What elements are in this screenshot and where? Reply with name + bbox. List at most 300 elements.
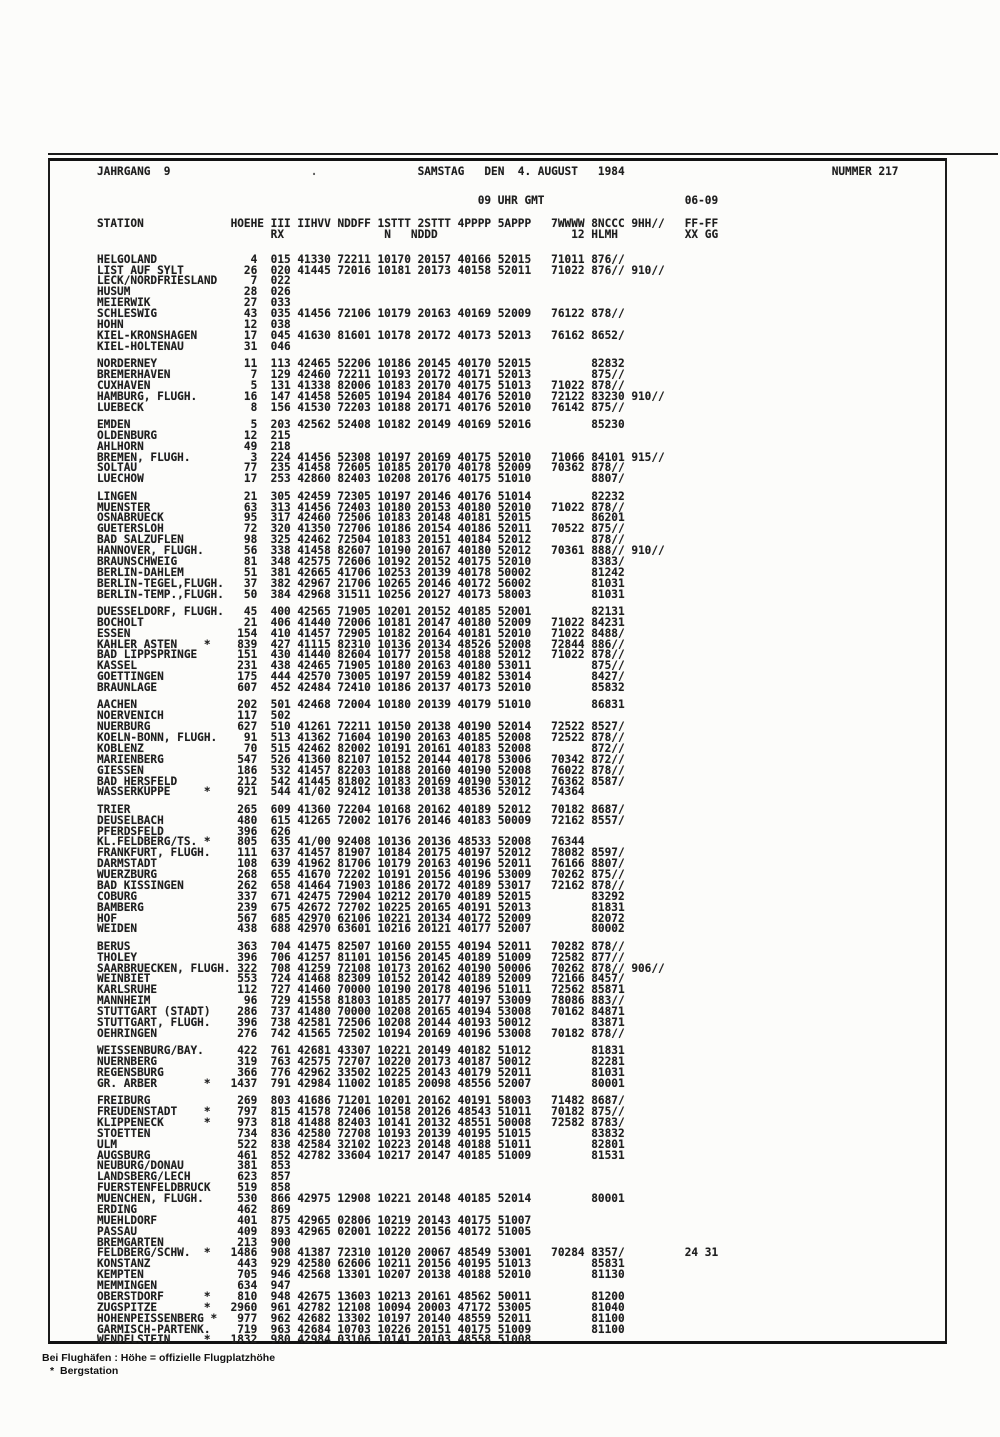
field-w7: 78086	[551, 994, 585, 1008]
station-name: ERDING	[97, 1202, 138, 1216]
station-name: STOETTEN	[97, 1126, 151, 1140]
field-iii: 763	[270, 1055, 291, 1068]
field-star: *	[203, 1105, 211, 1118]
field-hoehe: 839	[237, 637, 258, 651]
station-row	[97, 1270, 945, 1281]
field-iii: 858	[270, 1181, 291, 1195]
field-obs: 41458 52605 10194 20184 40176 52010	[297, 389, 532, 403]
field-obs: 42965 02001 10222 20156 40172 51005	[297, 1224, 532, 1238]
station-name: OBERSTDORF	[97, 1289, 164, 1303]
field-w7: 78082	[551, 846, 585, 860]
station-name: GR. ARBER	[97, 1076, 158, 1090]
field-iii: 313	[270, 500, 291, 514]
field-n8: 875//	[591, 522, 625, 536]
station-row	[97, 276, 945, 287]
field-n8: 81100	[591, 1311, 625, 1325]
field-hoehe: 26	[243, 263, 258, 277]
field-iii: 635	[270, 835, 291, 849]
station-name: THOLEY	[97, 950, 138, 964]
field-obs: 41360 82107 10152 20144 40178 53006	[297, 752, 532, 766]
field-iii: 022	[270, 274, 291, 288]
field-obs: 41/00 92408 10136 20136 48533 52008	[297, 835, 532, 849]
field-iii: 900	[270, 1235, 291, 1249]
field-hoehe: 627	[237, 720, 258, 734]
field-n8: 81031	[591, 576, 625, 590]
station-row	[97, 683, 945, 694]
station-name: BERLIN-DAHLEM	[97, 565, 184, 579]
field-star: *	[203, 1246, 211, 1260]
date-label: DEN 4. AUGUST	[484, 165, 578, 178]
field-iii: 035	[270, 307, 291, 320]
field-iii: 776	[270, 1065, 291, 1079]
col-hlmh: HLMH	[591, 227, 618, 241]
field-n8: 878//	[591, 461, 625, 475]
field-iii: 818	[270, 1115, 291, 1129]
field-n8: 82232	[591, 489, 625, 503]
field-obs: 42984 11002 10185 20098 48556 52007	[297, 1076, 532, 1090]
field-iii: 526	[270, 752, 291, 766]
field-n8: 81130	[591, 1268, 625, 1282]
field-iii: 675	[270, 900, 291, 914]
field-w7: 74364	[551, 785, 585, 799]
field-n8: 85831	[591, 1257, 625, 1271]
station-name: KEMPTEN	[97, 1268, 144, 1282]
field-hoehe: 12	[243, 428, 258, 442]
field-obs: 42575 72707 10220 20173 40187 50012	[297, 1055, 532, 1068]
field-hoehe: 5	[250, 417, 258, 431]
field-n8: 875//	[591, 659, 625, 673]
station-name: MEIERWIK	[97, 296, 151, 310]
station-name: FREUDENSTADT	[97, 1105, 178, 1118]
station-block	[97, 802, 945, 936]
field-iii: 215	[270, 428, 291, 442]
field-obs: 42465 71905 10180 20163 40180 53011	[297, 659, 532, 673]
field-n8: 878//	[591, 763, 625, 777]
station-name: WUERZBURG	[97, 868, 158, 881]
field-hoehe: 37	[243, 576, 258, 590]
column-header-row-1	[97, 216, 945, 230]
field-iii: 544	[270, 785, 291, 799]
field-hoehe: 409	[237, 1224, 258, 1238]
field-iii: 963	[270, 1322, 291, 1336]
field-hoehe: 5	[250, 378, 258, 392]
field-iii: 738	[270, 1015, 291, 1029]
field-obs: 42970 62106 10221 20134 40172 52009	[297, 911, 532, 925]
field-n8: 8383/	[591, 554, 625, 568]
field-iii: 655	[270, 868, 291, 881]
field-w7: 72162	[551, 878, 585, 892]
field-n8: 8687/	[591, 802, 625, 816]
field-n8: 81242	[591, 565, 625, 579]
field-hoehe: 396	[237, 1015, 258, 1029]
station-name: LUEBECK	[97, 400, 144, 414]
station-name: BREMEN, FLUGH.	[97, 450, 191, 464]
station-name: WEISSENBURG/BAY.	[97, 1044, 204, 1058]
field-obs: 41468 82309 10152 20142 40189 52009	[297, 972, 532, 986]
station-name: KIEL-KRONSHAGEN	[97, 328, 198, 342]
field-hoehe: 12	[243, 317, 258, 331]
station-name: KIEL-HOLTENAU	[97, 339, 184, 353]
station-name: BAD SALZUFLEN	[97, 533, 184, 547]
field-hoehe: 734	[237, 1126, 258, 1140]
station-row	[97, 1076, 945, 1090]
field-n8: 878//	[591, 533, 625, 547]
field-hoehe: 95	[243, 511, 258, 525]
station-row	[97, 263, 945, 277]
field-iii: 156	[270, 400, 291, 414]
station-block	[97, 700, 945, 798]
field-hoehe: 810	[237, 1289, 258, 1303]
report-time-line	[97, 196, 945, 207]
field-hoehe: 973	[237, 1115, 258, 1129]
field-n8: 878//	[591, 939, 625, 953]
field-hoehe: 268	[237, 868, 258, 881]
observation-table	[97, 252, 945, 1347]
station-name: NUERBURG	[97, 720, 151, 734]
station-row	[97, 309, 945, 320]
field-hoehe: 213	[237, 1235, 258, 1249]
station-name: WEINBIET	[97, 972, 151, 986]
station-name: WASSERKUPPE	[97, 785, 171, 799]
mountain-station-note-text: Bergstation	[60, 1365, 119, 1377]
station-name: EMDEN	[97, 417, 131, 431]
field-w7: 72122	[551, 389, 585, 403]
field-n8: 872//	[591, 741, 625, 755]
field-obs: 41686 71201 10201 20162 40191 58003	[297, 1094, 532, 1108]
field-iii: 671	[270, 889, 291, 903]
station-block	[97, 939, 945, 1040]
station-row	[97, 474, 945, 485]
field-obs: 42672 72702 10225 20165 40191 52013	[297, 900, 532, 914]
field-obs: 42468 72004 10180 20139 40179 51010	[297, 698, 532, 712]
field-h9: 910//	[631, 389, 665, 403]
field-iii: 815	[270, 1105, 291, 1118]
field-w7: 72582	[551, 1115, 585, 1129]
period-label: 06-09	[684, 194, 719, 207]
station-block	[97, 489, 945, 601]
field-w7: 71011	[551, 252, 585, 266]
field-obs: 42568 13301 10207 20138 40188 52010	[297, 1268, 532, 1282]
field-iii: 410	[270, 626, 291, 640]
field-n8: 875//	[591, 367, 625, 381]
field-iii: 761	[270, 1044, 291, 1058]
field-obs: 41387 72310 10120 20067 48549 53001	[297, 1246, 532, 1260]
field-iii: 046	[270, 339, 291, 353]
field-obs: 41440 82604 10177 20158 40188 52012	[297, 648, 532, 662]
field-h9: 910//	[631, 263, 665, 277]
field-w7: 70182	[551, 1105, 585, 1118]
field-n8: 81031	[591, 1065, 625, 1079]
field-n8: 878//	[591, 648, 625, 662]
field-hoehe: 977	[237, 1311, 258, 1325]
field-hoehe: 43	[243, 307, 258, 320]
field-n8: 878//	[591, 731, 625, 744]
field-n8: 8687/	[591, 1094, 625, 1108]
field-star: *	[203, 785, 211, 799]
field-iii: 658	[270, 878, 291, 892]
field-hoehe: 286	[237, 1005, 258, 1018]
field-w7: 72162	[551, 813, 585, 827]
field-obs: 41670 72202 10191 20156 40196 53009	[297, 868, 532, 881]
station-name: BRAUNLAGE	[97, 681, 158, 694]
field-n8: 8488/	[591, 626, 625, 640]
field-n8: 8357/	[591, 1246, 625, 1260]
field-w7: 71022	[551, 500, 585, 514]
field-hoehe: 7	[250, 274, 258, 288]
station-row	[97, 1026, 945, 1040]
field-obs: 42968 31511 10256 20127 40173 58003	[297, 587, 532, 601]
field-obs: 41457 81907 10184 20175 40197 52012	[297, 846, 532, 860]
station-name: BERLIN-TEGEL,FLUGH.	[97, 576, 224, 590]
station-name: COBURG	[97, 889, 138, 903]
field-w7: 70182	[551, 802, 585, 816]
station-name: HOHENPEISSENBERG	[97, 1311, 204, 1325]
field-obs: 42484 72410 10186 20137 40173 52010	[297, 681, 532, 694]
field-n8: 82131	[591, 604, 625, 618]
field-iii: 384	[270, 587, 291, 601]
field-obs: 41558 81803 10185 20177 40197 53009	[297, 994, 532, 1008]
station-name: MUENCHEN, FLUGH.	[97, 1192, 204, 1205]
field-iii: 803	[270, 1094, 291, 1108]
station-name: BAD LIPPSPRINGE	[97, 648, 198, 662]
field-n8: 886//	[591, 637, 625, 651]
station-name: OSNABRUECK	[97, 511, 164, 525]
field-obs: 41530 72203 10188 20171 40176 52010	[297, 400, 532, 414]
field-star: *	[203, 1115, 211, 1129]
field-obs: 42565 71905 10201 20152 40185 52001	[297, 604, 532, 618]
field-iii: 948	[270, 1289, 291, 1303]
field-hoehe: 56	[243, 544, 258, 557]
col-ff: FF-FF	[684, 216, 719, 230]
field-n8: 875//	[591, 1105, 625, 1118]
field-n8: 85230	[591, 417, 625, 431]
field-iii: 501	[270, 698, 291, 712]
field-obs: 41330 72211 10170 20157 40166 52015	[297, 252, 532, 266]
station-name: MUEHLDORF	[97, 1213, 158, 1227]
field-obs: 42562 52408 10182 20149 40169 52016	[297, 417, 532, 431]
field-hoehe: 202	[237, 698, 258, 712]
col-station: STATION	[97, 216, 144, 230]
field-w7: 71482	[551, 1094, 585, 1108]
field-h9: 906//	[631, 961, 665, 975]
station-row	[97, 1161, 945, 1172]
field-hoehe: 396	[237, 824, 258, 838]
field-obs: 41962 81706 10179 20163 40196 52011	[297, 857, 532, 871]
col-12: 12	[571, 227, 585, 241]
field-obs: 42570 73005 10197 20159 40182 53014	[297, 670, 532, 684]
field-obs: 42782 33604 10217 20147 40185 51009	[297, 1148, 532, 1162]
station-name: SAARBRUECKEN, FLUGH.	[97, 961, 231, 975]
station-row	[97, 400, 945, 414]
field-star: *	[203, 1289, 211, 1303]
station-name: HOF	[97, 911, 118, 925]
field-iii: 853	[270, 1159, 291, 1173]
station-name: KL.FELDBERG/TS.	[97, 835, 198, 849]
station-name: FREIBURG	[97, 1094, 151, 1108]
field-n8: 86831	[591, 698, 625, 712]
field-obs: 41350 72706 10186 20154 40186 52011	[297, 522, 532, 536]
station-name: KOELN-BONN, FLUGH.	[97, 731, 218, 744]
station-name: STUTTGART, FLUGH.	[97, 1015, 211, 1029]
field-n8: 84871	[591, 1005, 625, 1018]
field-hoehe: 112	[237, 983, 258, 997]
field-hoehe: 1437	[230, 1076, 258, 1090]
station-name: MUENSTER	[97, 500, 151, 514]
field-obs: 41457 72905 10182 20164 40181 52010	[297, 626, 532, 640]
field-n8: 80002	[591, 922, 625, 936]
field-star: *	[203, 835, 211, 849]
station-name: AUGSBURG	[97, 1148, 151, 1162]
field-n8: 85871	[591, 983, 625, 997]
field-iii: 224	[270, 450, 291, 464]
col-rx: RX	[270, 227, 284, 241]
airport-height-note: Bei Flughäfen : Höhe = offizielle Flugplatzhöhe	[42, 1352, 276, 1364]
field-obs: 41565 72502 10194 20169 40196 53008	[297, 1026, 532, 1040]
field-hoehe: 8	[250, 400, 258, 414]
field-hoehe: 705	[237, 1268, 258, 1282]
field-hoehe: 151	[237, 648, 258, 662]
field-iii: 838	[270, 1137, 291, 1151]
station-name: CUXHAVEN	[97, 378, 151, 392]
field-hoehe: 77	[243, 461, 258, 475]
field-w7: 71022	[551, 626, 585, 640]
field-obs: 41488 82403 10141 20132 48551 50008	[297, 1115, 532, 1129]
station-name: BREMGARTEN	[97, 1235, 164, 1249]
station-name: MANNHEIM	[97, 994, 151, 1008]
station-row	[97, 787, 945, 798]
field-n8: 8597/	[591, 846, 625, 860]
field-iii: 430	[270, 648, 291, 662]
field-iii: 045	[270, 328, 291, 342]
field-star: *	[203, 1300, 211, 1314]
station-name: HANNOVER, FLUGH.	[97, 544, 204, 557]
field-iii: 338	[270, 544, 291, 557]
station-row	[97, 924, 945, 935]
field-iii: 020	[270, 263, 291, 277]
field-n8: 8587/	[591, 774, 625, 788]
station-name: MARIENBERG	[97, 752, 164, 766]
field-iii: 026	[270, 285, 291, 299]
field-obs: 42580 62606 10211 20156 40195 51013	[297, 1257, 532, 1271]
field-n8: 84101	[591, 450, 625, 464]
field-hoehe: 28	[243, 285, 258, 299]
station-row	[97, 1194, 945, 1205]
field-n8: 81200	[591, 1289, 625, 1303]
field-iii: 510	[270, 720, 291, 734]
field-hoehe: 108	[237, 857, 258, 871]
field-hoehe: 634	[237, 1279, 258, 1292]
field-hoehe: 27	[243, 296, 258, 310]
field-hoehe: 212	[237, 774, 258, 788]
field-iii: 113	[270, 357, 291, 370]
field-w7: 70262	[551, 868, 585, 881]
station-name: BERUS	[97, 939, 131, 953]
field-obs: 41362 71604 10190 20163 40185 52008	[297, 731, 532, 744]
field-iii: 836	[270, 1126, 291, 1140]
field-iii: 688	[270, 922, 291, 936]
field-hoehe: 319	[237, 1055, 258, 1068]
field-n8: 876//	[591, 263, 625, 277]
field-obs: 42860 82403 10208 20176 40175 51010	[297, 472, 532, 486]
obs-time-label: 09 UHR GMT	[477, 194, 545, 207]
field-hoehe: 45	[243, 604, 258, 618]
field-hoehe: 401	[237, 1213, 258, 1227]
station-name: KONSTANZ	[97, 1257, 151, 1271]
field-iii: 532	[270, 763, 291, 777]
station-row	[97, 587, 945, 601]
station-name: BERLIN-TEMP.,FLUGH.	[97, 587, 224, 601]
field-iii: 875	[270, 1213, 291, 1227]
field-obs: 41480 70000 10208 20165 40194 53008	[297, 1005, 532, 1018]
station-name: LINGEN	[97, 489, 138, 503]
field-hoehe: 547	[237, 752, 258, 766]
field-iii: 929	[270, 1257, 291, 1271]
field-iii: 947	[270, 1279, 291, 1292]
field-n8: 8427/	[591, 670, 625, 684]
station-name: LUECHOW	[97, 472, 144, 486]
field-hoehe: 269	[237, 1094, 258, 1108]
station-row	[97, 287, 945, 298]
field-hoehe: 623	[237, 1170, 258, 1184]
field-obs: 41456 72106 10179 20163 40169 52009	[297, 307, 532, 320]
field-hoehe: 239	[237, 900, 258, 914]
col-obs-groups: HOEHE III IIHVV NDDFF 1STTT 2STTT 4PPPP 5APPP	[230, 216, 532, 230]
weekday-label: SAMSTAG	[417, 165, 465, 178]
field-obs: 42962 33502 10225 20143 40179 52011	[297, 1065, 532, 1079]
field-iii: 320	[270, 522, 291, 536]
field-hoehe: 50	[243, 587, 258, 601]
station-name: STUTTGART (STADT)	[97, 1005, 211, 1018]
field-iii: 033	[270, 296, 291, 310]
field-iii: 706	[270, 950, 291, 964]
field-iii: 502	[270, 709, 291, 723]
station-name: KARLSRUHE	[97, 983, 158, 997]
field-n8: 8557/	[591, 813, 625, 827]
station-name: BAD HERSFELD	[97, 774, 178, 788]
field-hoehe: 11	[243, 357, 258, 370]
station-name: DARMSTADT	[97, 857, 158, 871]
field-hoehe: 72	[243, 522, 258, 536]
field-obs: 41/02 92412 10138 20138 48536 52012	[297, 785, 532, 799]
station-name: REGENSBURG	[97, 1065, 164, 1079]
field-n8: 876//	[591, 252, 625, 266]
field-obs: 42580 72708 10193 20139 40195 51015	[297, 1126, 532, 1140]
field-hoehe: 1832	[230, 1333, 258, 1347]
station-name: SCHLESWIG	[97, 307, 158, 320]
masthead	[97, 166, 945, 177]
station-block	[97, 417, 945, 486]
field-hoehe: 2960	[230, 1300, 258, 1314]
station-block	[97, 252, 945, 353]
field-obs: 41445 81802 10183 20169 40190 53012	[297, 774, 532, 788]
field-w7: 72582	[551, 950, 585, 964]
field-obs: 41458 72605 10185 20170 40178 52009	[297, 461, 532, 475]
field-hoehe: 175	[237, 670, 258, 684]
station-name: BOCHOLT	[97, 615, 144, 629]
field-iii: 724	[270, 972, 291, 986]
station-name: FRANKFURT, FLUGH.	[97, 846, 211, 860]
field-obs: 42684 10703 10226 20151 40175 51009	[297, 1322, 532, 1336]
station-row	[97, 328, 945, 342]
field-w7: 70162	[551, 1005, 585, 1018]
field-star: *	[203, 1333, 211, 1347]
field-n8: 878//	[591, 378, 625, 392]
field-obs: 41457 82203 10188 20160 40190 52008	[297, 763, 532, 777]
field-h9: 910//	[631, 544, 665, 557]
field-hoehe: 63	[243, 500, 258, 514]
field-iii: 893	[270, 1224, 291, 1238]
field-hoehe: 438	[237, 922, 258, 936]
